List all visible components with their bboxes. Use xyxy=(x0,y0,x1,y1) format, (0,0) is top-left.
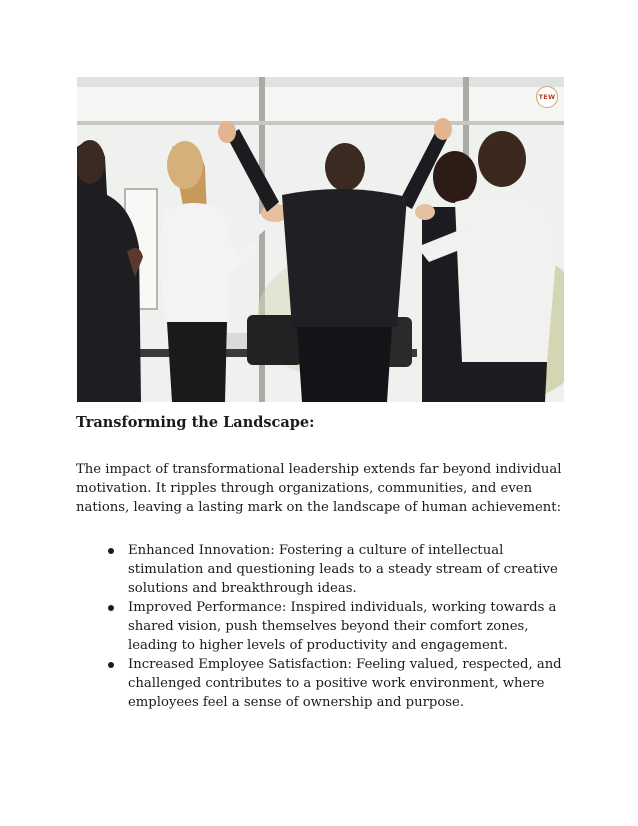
bullet-icon xyxy=(108,548,114,554)
list-item xyxy=(104,598,574,655)
list-item-text: Enhanced Innovation: Fostering a culture of intellectual stimulation and questioning leads to a steady stream of creative solutions and breakthrough ideas. xyxy=(128,543,558,596)
tew-logo-text: TEW xyxy=(538,93,556,101)
tew-logo xyxy=(536,86,558,108)
list-item xyxy=(104,655,574,712)
list-item xyxy=(104,541,574,598)
section-heading: Transforming the Landscape: xyxy=(76,414,315,431)
bullet-icon xyxy=(108,662,114,668)
benefits-list xyxy=(104,541,574,712)
intro-paragraph: The impact of transformational leadership extends far beyond individual motivation. It ripples through organizations, communities, and even nations, leaving a lasting mark on the landscape of human achievement: xyxy=(76,462,562,515)
list-item-text: Increased Employee Satisfaction: Feeling valued, respected, and challenged contributes to a positive work environment, where employees feel a sense of ownership and purpose. xyxy=(128,657,562,710)
team-celebration-photo xyxy=(77,77,564,402)
list-item-text: Improved Performance: Inspired individuals, working towards a shared vision, push themselves beyond their comfort zones, leading to higher levels of productivity and engagement. xyxy=(128,600,557,653)
bullet-icon xyxy=(108,605,114,611)
